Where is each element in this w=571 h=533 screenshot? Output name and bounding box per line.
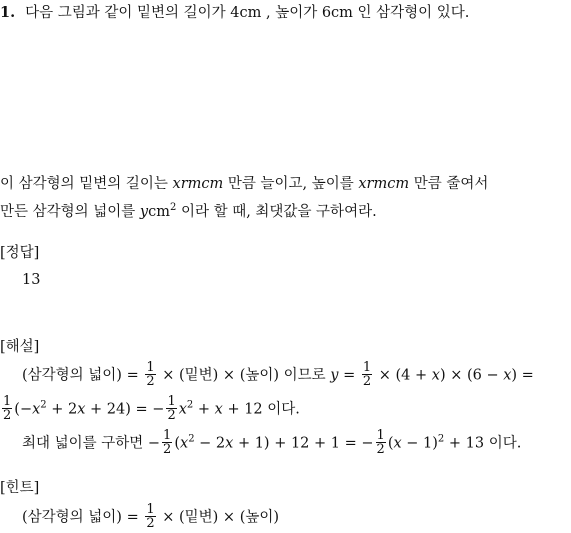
question-unit: cm (148, 204, 170, 220)
question-text: 만큼 늘이고, 높이를 (223, 176, 359, 192)
fraction (145, 503, 155, 530)
fraction (166, 395, 176, 422)
fraction-numerator: 1 (362, 360, 372, 375)
question-variable: y (139, 204, 149, 220)
solution-text: 최대 넓이를 구하면 − (22, 435, 161, 452)
solution-variable: x (180, 435, 189, 452)
solution-variable: x (214, 401, 223, 418)
solution-variable: x (77, 401, 86, 418)
fraction (162, 429, 172, 456)
fraction-denominator: 2 (163, 442, 172, 457)
hint-text: (삼각형의 넓이) = (22, 509, 144, 526)
solution-text: + 2 (46, 401, 78, 418)
fraction-denominator: 2 (3, 408, 12, 423)
fraction-numerator: 1 (3, 394, 12, 409)
solution-text: = (338, 367, 360, 384)
problem-statement-line (0, 3, 469, 23)
solution-text: + 24) = − (85, 401, 165, 418)
fraction (376, 429, 386, 456)
question-variable: xrmcm (172, 176, 224, 192)
fraction (2, 395, 12, 422)
fraction-numerator: 1 (163, 428, 172, 443)
question-text: 이라 할 때, 최댓값을 구하여라. (176, 204, 377, 220)
fraction (145, 361, 155, 388)
fraction-numerator: 1 (146, 360, 155, 375)
fraction-numerator: 1 (376, 428, 385, 443)
solution-variable: y (330, 367, 339, 384)
fraction-denominator: 2 (376, 442, 385, 457)
solution-variable: x (225, 435, 234, 452)
solution-text: − 2 (194, 435, 226, 452)
problem-number: 1. (0, 4, 16, 21)
solution-variable: x (393, 435, 402, 452)
solution-text: ( (174, 435, 180, 452)
solution-text: ) = (511, 367, 534, 384)
hint-line-1 (22, 504, 279, 531)
solution-text: × (밑변) × (높이) 이므로 (157, 367, 331, 384)
problem-statement: 다음 그림과 같이 밑변의 길이가 4cm , 높이가 6cm 인 삼각형이 있다. (25, 5, 470, 21)
question-text: 만든 삼각형의 넓이를 (0, 204, 140, 220)
solution-heading: [해설] (0, 339, 40, 355)
solution-exponent: 2 (437, 433, 445, 445)
solution-text: + 12 이다. (222, 401, 300, 418)
solution-text: (삼각형의 넓이) = (22, 367, 144, 384)
question-exponent: 2 (169, 202, 177, 214)
solution-line-2 (0, 396, 300, 423)
question-line-2 (0, 202, 377, 222)
solution-text: − 1) (401, 435, 438, 452)
solution-exponent: 2 (188, 433, 195, 445)
solution-text: × (4 + (374, 367, 432, 384)
question-text: 이 삼각형의 밑변의 길이는 (0, 176, 173, 192)
solution-text: + (193, 401, 215, 418)
fraction-denominator: 2 (362, 374, 372, 389)
fraction-numerator: 1 (146, 502, 155, 517)
solution-variable: x (178, 401, 187, 418)
question-variable: xrmcm (358, 176, 410, 192)
question-text: 만큼 줄여서 (409, 176, 489, 192)
hint-text: × (밑변) × (높이) (157, 509, 280, 526)
fraction (362, 361, 372, 388)
question-line-1 (0, 174, 488, 194)
hint-heading: [힌트] (0, 480, 40, 496)
solution-line-3 (22, 430, 521, 457)
solution-text: + 13 이다. (444, 435, 522, 452)
solution-text: ( (387, 435, 394, 452)
fraction-denominator: 2 (167, 408, 176, 423)
answer-value: 13 (22, 272, 41, 288)
solution-variable: x (32, 401, 41, 418)
answer-heading: [정답] (0, 245, 40, 261)
solution-variable: x (503, 367, 512, 384)
figure-area (0, 34, 571, 164)
solution-exponent: 2 (40, 399, 47, 411)
solution-text: ) × (6 − (439, 367, 504, 384)
solution-exponent: 2 (186, 399, 194, 411)
fraction-numerator: 1 (167, 394, 176, 409)
solution-line-1 (22, 362, 534, 389)
solution-text: (− (14, 401, 33, 418)
fraction-denominator: 2 (146, 374, 155, 389)
solution-variable: x (431, 367, 440, 384)
solution-text: + 1) + 12 + 1 = − (233, 435, 374, 452)
fraction-denominator: 2 (146, 516, 155, 531)
